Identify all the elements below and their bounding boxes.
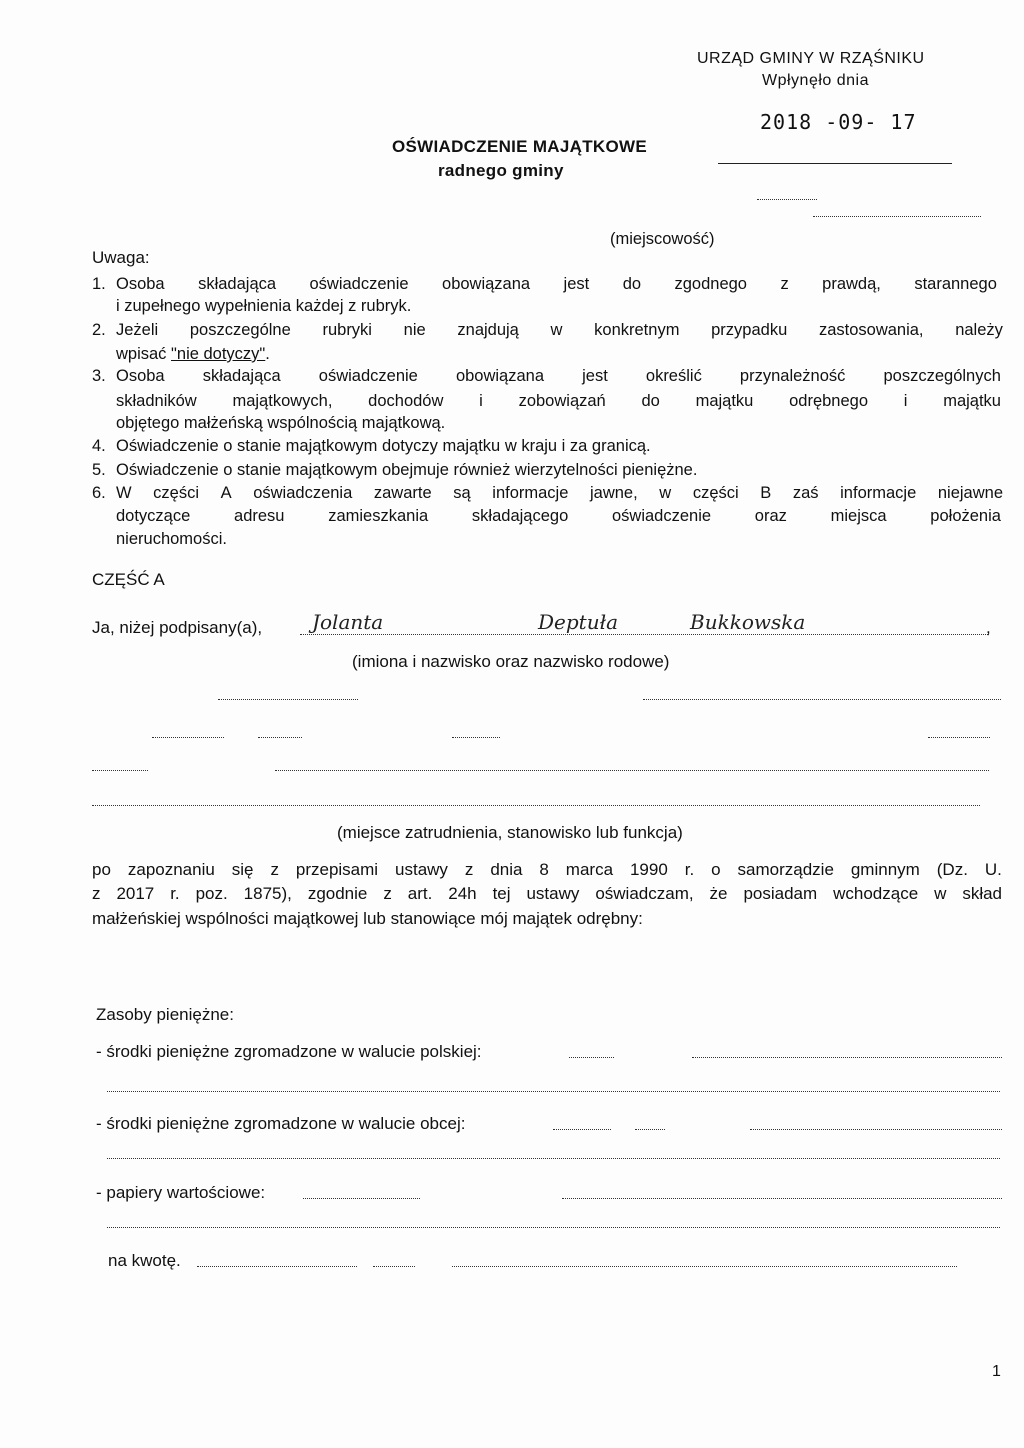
word: poszczególnych <box>883 367 1001 385</box>
word: określić <box>645 367 702 385</box>
word: z <box>780 275 789 293</box>
signed-label: Ja, niżej podpisany(a), <box>92 618 263 637</box>
word: tej <box>492 884 511 903</box>
maiden-name-handwritten: Bukkowska <box>690 610 806 634</box>
employment-field-4[interactable] <box>92 805 980 806</box>
note-1-number: 1. <box>92 275 106 293</box>
note-2-line-1 <box>116 321 1003 340</box>
foreign-field-a[interactable] <box>553 1129 611 1130</box>
word: adresu <box>234 507 285 525</box>
pln-field-line-2[interactable] <box>107 1091 1000 1092</box>
word: Osoba <box>116 275 165 293</box>
word: poz. <box>195 884 228 903</box>
word: ustawy <box>395 860 448 879</box>
employment-field-3a[interactable] <box>92 770 148 771</box>
word: że <box>709 884 728 903</box>
foreign-label: - środki pieniężne zgromadzone w walucie obcej: <box>96 1114 466 1133</box>
word: znajdują <box>457 321 519 339</box>
word: 24h <box>448 884 477 903</box>
note-2-line-2 <box>116 345 270 364</box>
word: gminnym <box>850 860 920 879</box>
name-caption: (imiona i nazwisko oraz nazwisko rodowe) <box>352 652 670 671</box>
note-2-text: wpisać <box>116 345 167 363</box>
word: wchodzące <box>833 884 919 903</box>
note-4-line-1: Oświadczenie o stanie majątkowym dotyczy majątku w kraju i za granicą. <box>116 437 651 455</box>
pln-label: - środki pieniężne zgromadzone w walucie polskiej: <box>96 1042 482 1061</box>
word: i <box>479 392 483 410</box>
note-5-number: 5. <box>92 461 106 479</box>
word: starannego <box>914 275 997 293</box>
word: oraz <box>754 507 787 525</box>
word: oświadczenie <box>611 507 712 525</box>
word: należy <box>955 321 1003 339</box>
word: z <box>92 884 101 903</box>
note-3-line-1 <box>116 367 1001 386</box>
word: miejsca <box>830 507 887 525</box>
word: oświadczenie <box>309 275 409 293</box>
word: majątku <box>943 392 1001 410</box>
place-caption: (miejscowość) <box>610 230 715 248</box>
place-field[interactable] <box>813 216 981 217</box>
notes-label: Uwaga: <box>92 248 150 267</box>
amount-field-a[interactable] <box>197 1266 357 1267</box>
word: informacje <box>840 484 917 502</box>
surname-handwritten: Deptuła <box>538 610 618 634</box>
word: po <box>92 860 111 879</box>
securities-field-a[interactable] <box>303 1198 420 1199</box>
word: składników <box>116 392 197 410</box>
page-number: 1 <box>992 1363 1001 1380</box>
word: w <box>934 884 947 903</box>
word: majątku <box>695 392 754 410</box>
word: dochodów <box>368 392 444 410</box>
word: z <box>270 860 279 879</box>
word: 8 <box>539 860 549 879</box>
word: i <box>903 392 908 410</box>
word: w <box>659 484 672 502</box>
word: składającego <box>471 507 569 525</box>
word: rubryki <box>322 321 372 339</box>
foreign-field-c[interactable] <box>750 1129 1002 1130</box>
word: Jeżeli <box>116 321 159 339</box>
word: składająca <box>198 275 277 293</box>
word: są <box>453 484 471 502</box>
amount-field-c[interactable] <box>452 1266 957 1267</box>
law-line-1 <box>92 860 1002 880</box>
word: zastosowania, <box>818 321 924 339</box>
resources-heading: Zasoby pieniężne: <box>96 1005 234 1024</box>
pln-field-b[interactable] <box>692 1057 1002 1058</box>
note-2-period: . <box>265 345 270 363</box>
word: odrębnego <box>789 392 869 410</box>
employment-field-1b[interactable] <box>643 699 1001 700</box>
stamp-office: URZĄD GMINY W RZĄŚNIKU <box>697 50 925 67</box>
word: do <box>622 275 642 293</box>
word: zgodnie <box>307 884 368 903</box>
word: zamieszkania <box>328 507 429 525</box>
word: art. <box>407 884 433 903</box>
pln-field-a[interactable] <box>569 1057 614 1058</box>
employment-field-2d[interactable] <box>928 737 990 738</box>
word: B <box>760 484 772 502</box>
employment-caption: (miejsce zatrudnienia, stanowisko lub funkcja) <box>337 823 683 842</box>
employment-field-2b[interactable] <box>258 737 302 738</box>
employment-field-2c[interactable] <box>452 737 500 738</box>
word: dotyczące <box>116 507 191 525</box>
securities-field-line-2[interactable] <box>107 1227 1000 1228</box>
word: marca <box>565 860 614 879</box>
word: zaś <box>792 484 819 502</box>
word: z <box>464 860 474 879</box>
stamp-short-line <box>757 199 817 200</box>
word: położenia <box>930 507 1001 525</box>
word: przynależność <box>739 367 846 385</box>
word: części <box>153 484 200 502</box>
word: zobowiązań <box>518 392 606 410</box>
word: oświadczenie <box>318 367 418 385</box>
word: majątkowych, <box>232 392 333 410</box>
word: zapoznaniu <box>127 860 215 879</box>
note-3-number: 3. <box>92 367 106 385</box>
employment-field-1a[interactable] <box>218 699 358 700</box>
word: skład <box>962 884 1002 903</box>
word: o <box>711 860 721 879</box>
word: 2017 <box>116 884 155 903</box>
word: ustawy <box>526 884 580 903</box>
word: obowiązana <box>455 367 545 385</box>
word: zgodnego <box>674 275 747 293</box>
word: oświadczam, <box>595 884 694 903</box>
note-6-number: 6. <box>92 484 106 502</box>
securities-label: - papiery wartościowe: <box>96 1183 266 1202</box>
word: W <box>116 484 132 502</box>
word: do <box>641 392 660 410</box>
word: jest <box>582 367 608 385</box>
word: dnia <box>490 860 523 879</box>
note-2-quote: "nie dotyczy" <box>171 345 266 363</box>
name-field[interactable] <box>300 634 988 635</box>
employment-field-3b[interactable] <box>275 770 989 771</box>
word: niejawne <box>937 484 1003 502</box>
word: w <box>550 321 563 339</box>
word: konkretnym <box>594 321 680 339</box>
foreign-field-line-2[interactable] <box>107 1158 1000 1159</box>
word: składająca <box>202 367 281 385</box>
law-line-3: małżeńskiej wspólności majątkowej lub stanowiące mój majątek odrębny: <box>92 909 643 928</box>
word: 1990 <box>629 860 668 879</box>
employment-field-2a[interactable] <box>152 737 224 738</box>
note-5-line-1: Oświadczenie o stanie majątkowym obejmuje również wierzytelności pieniężne. <box>116 461 698 479</box>
amount-label: na kwotę. <box>108 1251 181 1270</box>
word: przypadku <box>711 321 788 339</box>
word: jawne, <box>590 484 638 502</box>
document-title: OŚWIADCZENIE MAJĄTKOWE <box>392 137 647 156</box>
word: prawdą, <box>822 275 881 293</box>
first-name-handwritten: Jolanta <box>312 610 384 634</box>
note-6-line-3: nieruchomości. <box>116 530 227 548</box>
word: informacje <box>492 484 569 502</box>
word: nie <box>403 321 426 339</box>
word: oświadczenia <box>253 484 353 502</box>
stamp-line <box>718 163 952 164</box>
part-a-heading: CZĘŚĆ A <box>92 570 165 589</box>
note-4-number: 4. <box>92 437 106 455</box>
foreign-field-b[interactable] <box>635 1129 665 1130</box>
word: samorządzie <box>737 860 834 879</box>
word: Osoba <box>116 367 165 385</box>
word: (Dz. <box>936 860 968 879</box>
name-field-comma: , <box>986 618 991 637</box>
document-subtitle: radnego gminy <box>438 161 564 180</box>
law-line-2 <box>92 884 1002 904</box>
word: zawarte <box>373 484 432 502</box>
word: r. <box>170 884 180 903</box>
securities-field-b[interactable] <box>562 1198 1002 1199</box>
note-1-line-1 <box>116 275 997 294</box>
note-3-line-3: objętego małżeńską wspólnością majątkową. <box>116 414 446 432</box>
word: z <box>383 884 392 903</box>
stamp-received-label: Wpłynęło dnia <box>762 72 869 89</box>
word: się <box>231 860 254 879</box>
note-1-line-2: i zupełnego wypełnienia każdej z rubryk. <box>116 297 412 315</box>
word: przepisami <box>295 860 379 879</box>
word: A <box>220 484 232 502</box>
word: posiadam <box>743 884 818 903</box>
note-3-line-2 <box>116 392 1001 411</box>
word: r. <box>684 860 695 879</box>
amount-field-b[interactable] <box>373 1266 415 1267</box>
word: poszczególne <box>189 321 291 339</box>
note-6-line-1 <box>116 484 1003 503</box>
note-6-line-2 <box>116 507 1001 526</box>
word: części <box>692 484 739 502</box>
word: U. <box>984 860 1002 879</box>
stamp-date: 2018 -09- 17 <box>760 110 917 134</box>
word: obowiązana <box>442 275 531 293</box>
note-2-number: 2. <box>92 321 106 339</box>
word: 1875), <box>243 884 292 903</box>
word: jest <box>563 275 590 293</box>
